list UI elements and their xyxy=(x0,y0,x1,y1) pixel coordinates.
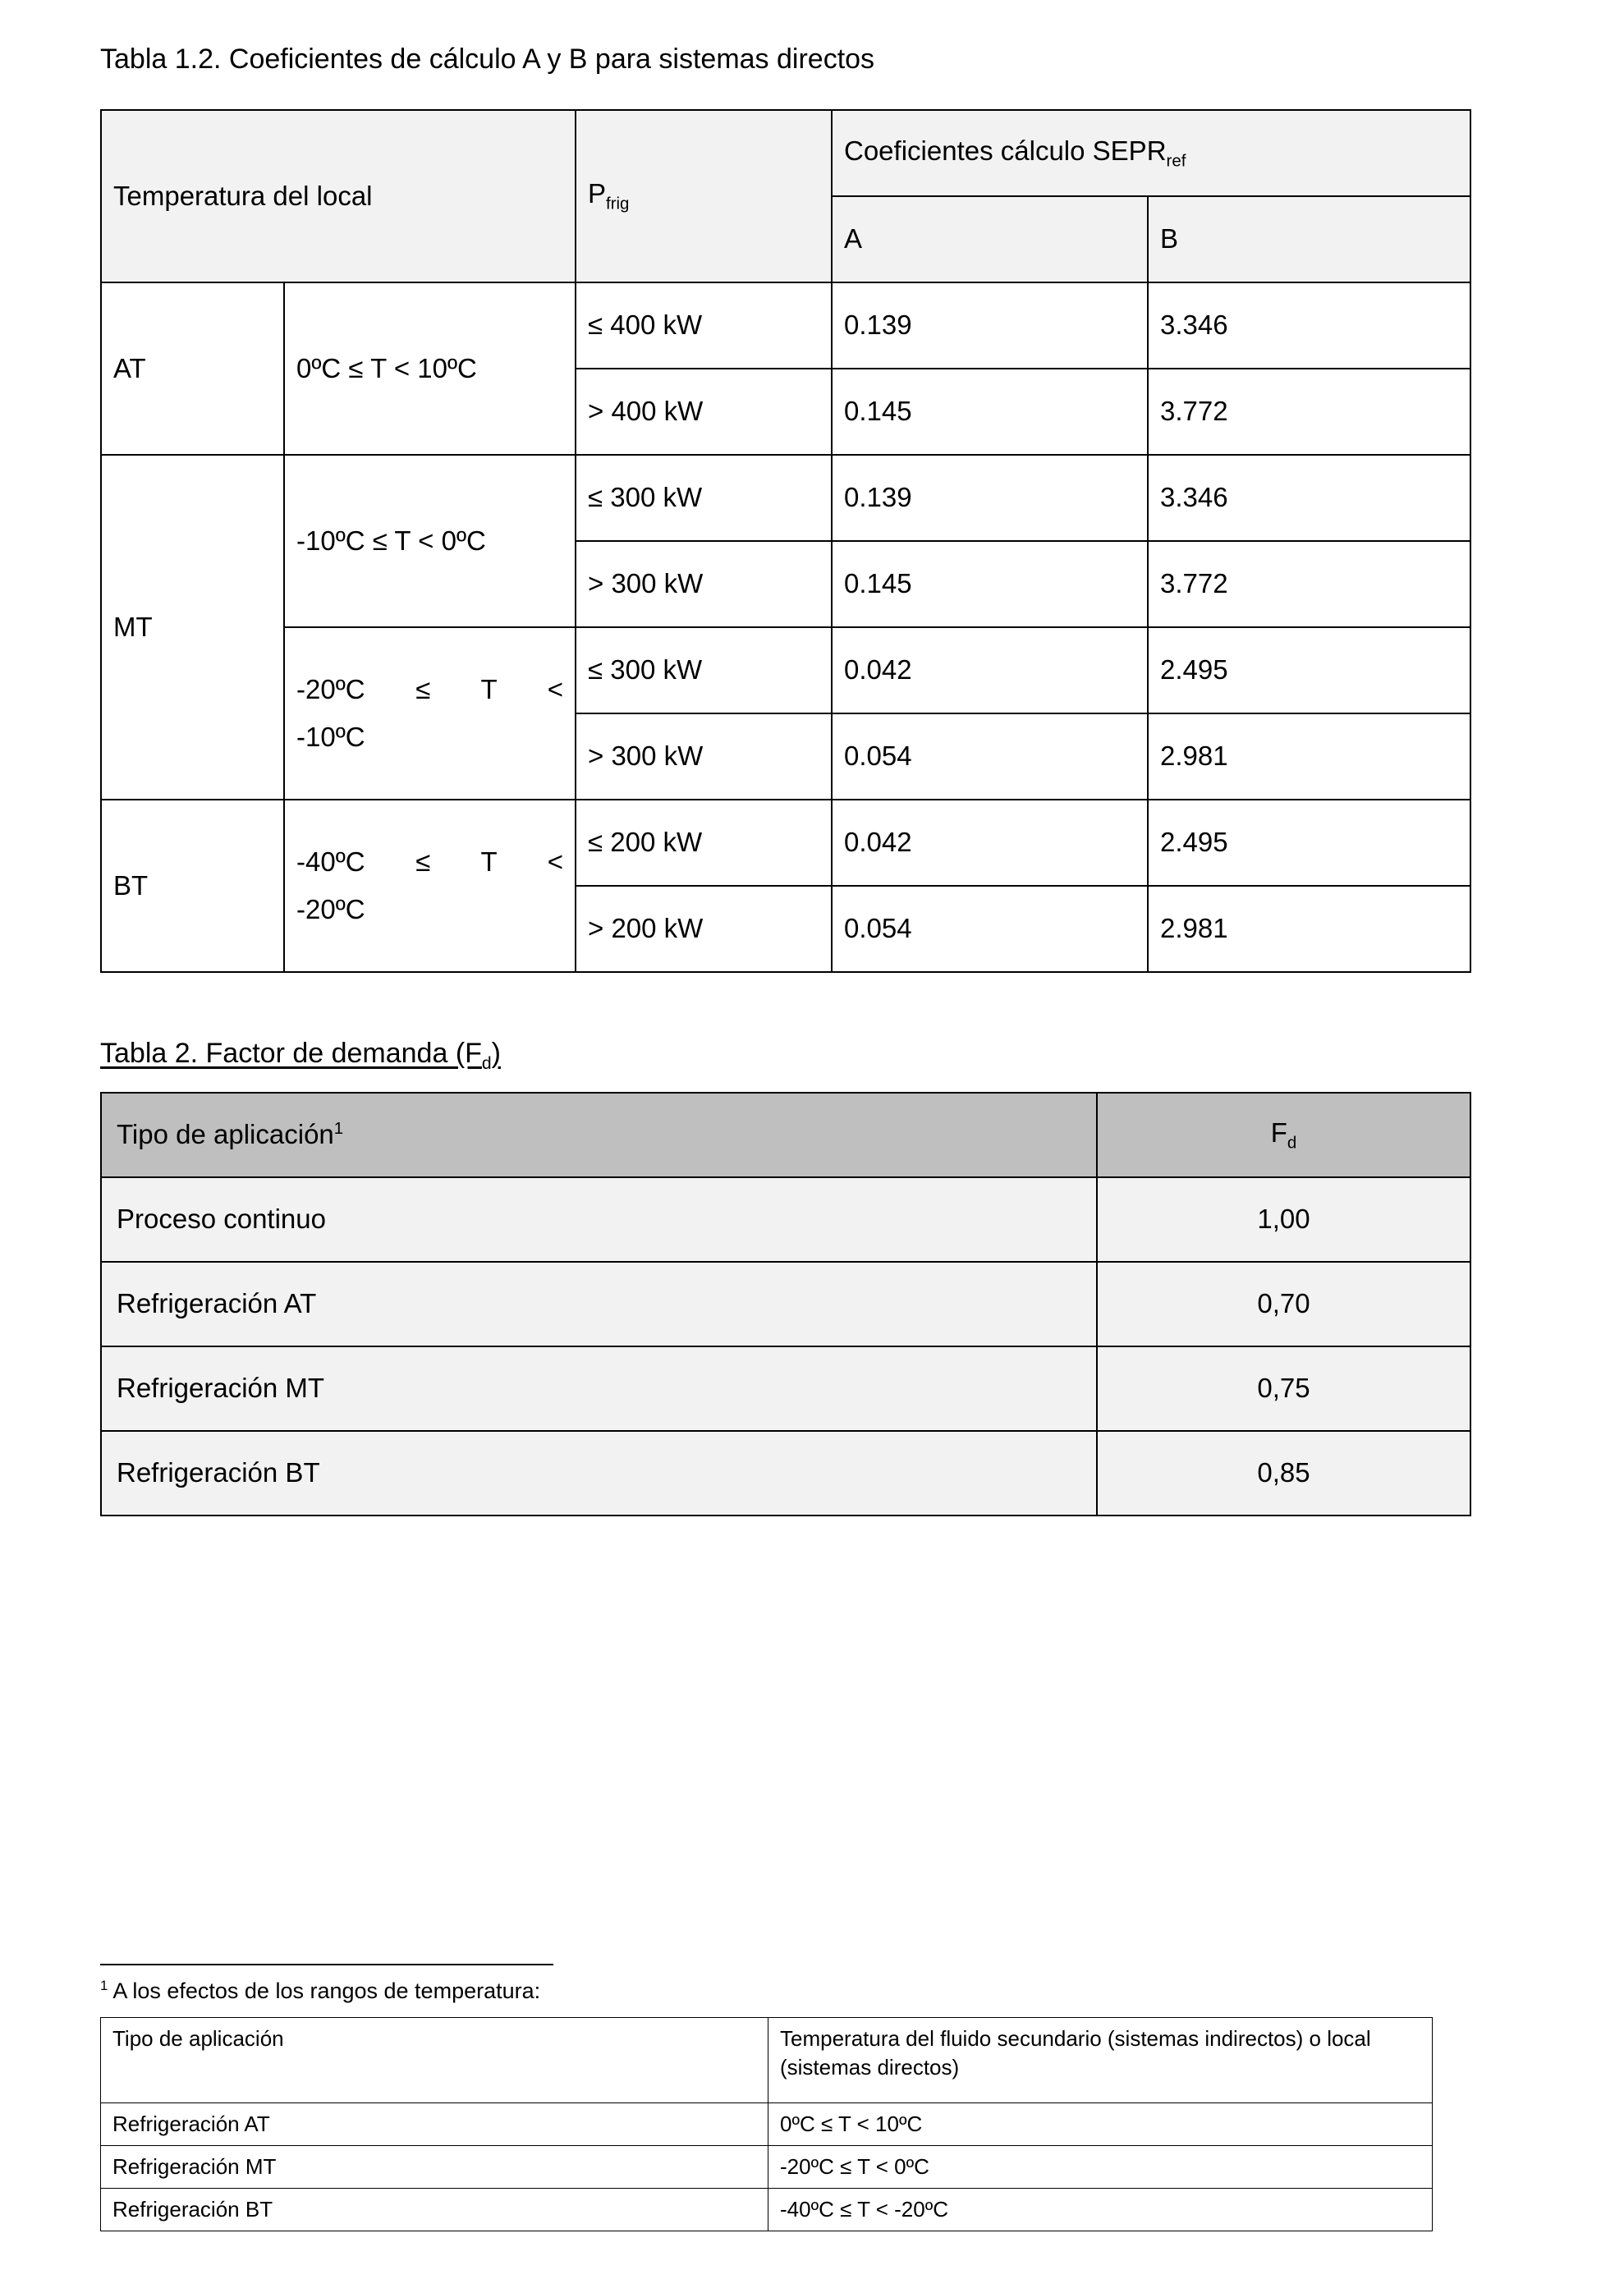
fn-temp-cell: 0ºC ≤ T < 10ºC xyxy=(768,2102,1433,2145)
footnote-text xyxy=(100,1977,1575,2006)
tipo-aplicacion-base: Tipo de aplicación xyxy=(117,1119,334,1150)
header-sepr xyxy=(832,110,1470,196)
table2-header-row xyxy=(101,1093,1470,1177)
fd-cell: 0,85 xyxy=(1097,1431,1470,1516)
table2-row xyxy=(101,1262,1470,1346)
sepr-subscript: ref xyxy=(1166,151,1186,171)
coef-b-cell: 3.772 xyxy=(1148,541,1470,627)
footnote-table-header-row xyxy=(101,2017,1433,2102)
table1-row xyxy=(101,282,1470,369)
header-col-b: B xyxy=(1148,196,1470,282)
table1-row xyxy=(101,800,1470,886)
fn-temp-cell: -20ºC ≤ T < 0ºC xyxy=(768,2145,1433,2188)
table1-row xyxy=(101,627,1470,713)
header-fd xyxy=(1097,1093,1470,1177)
temp-range-mt1-cell: -10ºC ≤ T < 0ºC xyxy=(284,455,576,627)
fn-header-tipo: Tipo de aplicación xyxy=(101,2017,768,2102)
fd-subscript: d xyxy=(481,1053,492,1073)
coef-a-cell: 0.054 xyxy=(832,713,1148,800)
group-mt-cell: MT xyxy=(101,455,284,800)
coef-a-cell: 0.054 xyxy=(832,886,1148,972)
pfrig-cell: > 200 kW xyxy=(576,886,832,972)
footnote-marker: 1 xyxy=(100,1977,108,1993)
header-col-a: A xyxy=(832,196,1148,282)
header-pfrig xyxy=(576,110,832,282)
tipo-cell: Refrigeración MT xyxy=(101,1346,1097,1431)
pfrig-cell: > 400 kW xyxy=(576,369,832,455)
table2-title-base: Tabla 2. Factor de demanda (F xyxy=(100,1037,482,1069)
header-temperatura-local: Temperatura del local xyxy=(101,110,576,282)
pfrig-cell: ≤ 300 kW xyxy=(576,627,832,713)
pfrig-cell: ≤ 300 kW xyxy=(576,455,832,541)
footnote-table-row xyxy=(101,2102,1433,2145)
table2-title-text xyxy=(100,1037,501,1073)
fn-tipo-cell: Refrigeración AT xyxy=(101,2102,768,2145)
coef-a-cell: 0.139 xyxy=(832,455,1148,541)
fd-cell: 0,75 xyxy=(1097,1346,1470,1431)
table2-title xyxy=(100,1037,1575,1074)
footnote-table xyxy=(100,2017,1433,2231)
footnote-separator xyxy=(100,1964,553,1965)
fd-cell: 0,70 xyxy=(1097,1262,1470,1346)
pfrig-cell: ≤ 200 kW xyxy=(576,800,832,886)
coef-b-cell: 2.495 xyxy=(1148,800,1470,886)
table1-row xyxy=(101,455,1470,541)
tipo-cell: Proceso continuo xyxy=(101,1177,1097,1262)
table2-row xyxy=(101,1431,1470,1516)
coef-b-cell: 2.981 xyxy=(1148,713,1470,800)
table2-row xyxy=(101,1346,1470,1431)
coef-a-cell: 0.145 xyxy=(832,541,1148,627)
footnote-section xyxy=(100,1964,1575,2231)
fd-subscript: d xyxy=(1287,1133,1297,1153)
coef-b-cell: 2.495 xyxy=(1148,627,1470,713)
tipo-cell: Refrigeración AT xyxy=(101,1262,1097,1346)
temp-range-mt2-cell: -20ºC ≤ T < -10ºC xyxy=(284,627,576,800)
temp-range-bt-cell: -40ºC ≤ T < -20ºC xyxy=(284,800,576,972)
table1-coeficientes xyxy=(100,109,1471,973)
coef-a-cell: 0.145 xyxy=(832,369,1148,455)
pfrig-cell: > 300 kW xyxy=(576,713,832,800)
fd-cell: 1,00 xyxy=(1097,1177,1470,1262)
group-bt-cell: BT xyxy=(101,800,284,972)
fn-temp-cell: -40ºC ≤ T < -20ºC xyxy=(768,2188,1433,2231)
footnote-table-row xyxy=(101,2188,1433,2231)
table2-row xyxy=(101,1177,1470,1262)
footnote-table-row xyxy=(101,2145,1433,2188)
table1-header-row-1 xyxy=(101,110,1470,196)
sepr-base: Coeficientes cálculo SEPR xyxy=(844,135,1167,166)
coef-b-cell: 3.346 xyxy=(1148,455,1470,541)
tipo-cell: Refrigeración BT xyxy=(101,1431,1097,1516)
tipo-footnote-marker: 1 xyxy=(333,1119,344,1139)
table2-factor-demanda xyxy=(100,1092,1471,1516)
pfrig-base: P xyxy=(588,178,607,209)
group-at-cell: AT xyxy=(101,282,284,455)
pfrig-cell: > 300 kW xyxy=(576,541,832,627)
header-tipo-aplicacion xyxy=(101,1093,1097,1177)
footnote-text-body: A los efectos de los rangos de temperatura: xyxy=(108,1978,541,2003)
table2-title-end: ) xyxy=(491,1037,501,1069)
table1-title: Tabla 1.2. Coeficientes de cálculo A y B para sistemas directos xyxy=(100,44,875,75)
pfrig-subscript: frig xyxy=(606,194,630,213)
coef-b-cell: 3.772 xyxy=(1148,369,1470,455)
fn-tipo-cell: Refrigeración MT xyxy=(101,2145,768,2188)
temp-range-at-cell: 0ºC ≤ T < 10ºC xyxy=(284,282,576,455)
coef-a-cell: 0.042 xyxy=(832,627,1148,713)
coef-b-cell: 3.346 xyxy=(1148,282,1470,369)
fn-header-temp: Temperatura del fluido secundario (sistemas indirectos) o local (sistemas directos) xyxy=(768,2017,1433,2102)
fd-base: F xyxy=(1270,1117,1287,1148)
coef-b-cell: 2.981 xyxy=(1148,886,1470,972)
fn-tipo-cell: Refrigeración BT xyxy=(101,2188,768,2231)
pfrig-cell: ≤ 400 kW xyxy=(576,282,832,369)
coef-a-cell: 0.042 xyxy=(832,800,1148,886)
coef-a-cell: 0.139 xyxy=(832,282,1148,369)
